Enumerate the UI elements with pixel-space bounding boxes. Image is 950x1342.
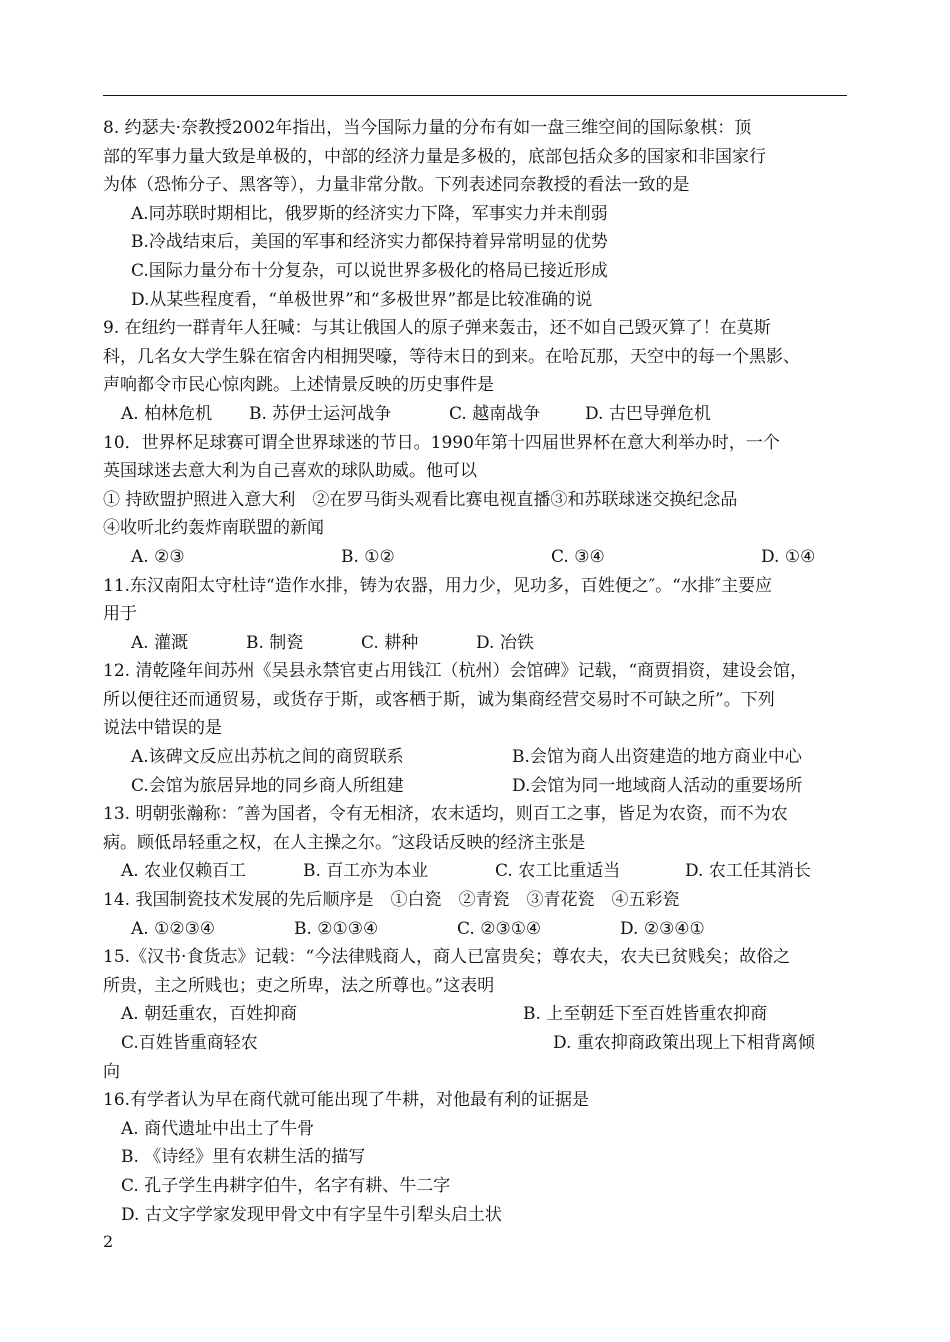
question-10-option-b: B. ①② [341,546,395,567]
question-15-option-c: C.百姓皆重商轻农 [121,1033,258,1053]
question-10 [103,429,863,572]
question-8-option-b: B.冷战结束后，美国的军事和经济实力都保持着异常明显的优势 [131,232,608,253]
question-13-option-b: B. 百工亦为本业 [303,861,429,882]
question-8 [103,114,863,314]
question-9-option-c: C. 越南战争 [449,403,541,424]
question-9-options [103,400,863,429]
question-15-stem-line: 15.《汉书·食货志》记载：“今法律贱商人，商人已富贵矣；尊农夫，农夫已贫贱矣；故俗之 [103,947,791,968]
question-13 [103,800,863,886]
question-12-option-d: D.会馆为同一地域商人活动的重要场所 [512,775,803,796]
question-12-stem-line: 说法中错误的是 [103,718,222,739]
header-rule [103,95,847,96]
question-12-option-a: A.该碑文反应出苏杭之间的商贸联系 [131,747,404,768]
question-13-option-d: D. 农工任其消长 [685,861,811,882]
question-10-option-a: A. ②③ [131,546,185,567]
question-15-options-row2 [103,1029,863,1058]
question-10-options [103,543,863,572]
question-15-option-d-continued: 向 [103,1061,120,1082]
question-16-option-d: D. 古文字学家发现甲骨文中有字呈牛引犁头启土状 [121,1204,502,1225]
page-number: 2 [103,1232,114,1251]
question-15-option-d: D. 重农抑商政策出现上下相背离倾 [553,1033,815,1053]
question-10-stem-line: 10．世界杯足球赛可谓全世界球迷的节日。1990年第十四届世界杯在意大利举办时，一个 [103,432,780,453]
question-8-stem-line: 为体（恐怖分子、黑客等），力量非常分散。下列表述同奈教授的看法一致的是 [103,175,690,196]
question-9-option-a: A. 柏林危机 [121,403,213,424]
question-8-option-c: C.国际力量分布十分复杂，可以说世界多极化的格局已接近形成 [131,260,608,281]
question-15-option-b: B. 上至朝廷下至百姓皆重农抑商 [523,1004,768,1025]
question-11 [103,572,863,658]
question-12-stem-line: 12. 清乾隆年间苏州《吴县永禁官吏占用钱江（杭州）会馆碑》记载，“商贾捐资，建设会馆， [103,661,808,682]
question-11-option-a: A. 灌溉 [131,632,189,653]
question-9-option-d: D. 古巴导弹危机 [585,403,711,424]
question-11-stem-line: 用于 [103,604,137,625]
question-12-stem-line: 所以便往还而通贸易，或货存于斯，或客栖于斯，诚为集商经营交易时不可缺之所”。下列 [103,689,775,710]
question-12 [103,657,863,800]
question-8-stem-line: 部的军事力量大致是单极的，中部的经济力量是多极的，底部包括众多的国家和非国家行 [103,146,766,167]
question-8-stem-line: 8. 约瑟夫·奈教授2002年指出，当今国际力量的分布有如一盘三维空间的国际象棋：顶 [103,118,752,138]
question-10-stem-line: ① 持欧盟护照进入意大利 ②在罗马街头观看比赛电视直播③和苏联球迷交换纪念品 [103,489,738,510]
question-14-option-a: A. ①②③④ [131,918,216,939]
question-11-option-b: B. 制瓷 [246,632,304,653]
question-8-option-d: D.从某些程度看，“单极世界”和“多极世界”都是比较准确的说 [131,289,593,310]
question-11-options [103,629,863,658]
question-10-option-d: D. ①④ [761,546,816,567]
question-14-option-c: C. ②③①④ [457,918,542,939]
question-12-option-c: C.会馆为旅居异地的同乡商人所组建 [131,775,404,796]
question-8-option-a: A.同苏联时期相比，俄罗斯的经济实力下降，军事实力并未削弱 [131,203,608,224]
question-13-stem-line: 13. 明朝张瀚称：″善为国者，令有无相济，农末适均，则百工之事，皆足为农资，而不为农 [103,804,788,825]
question-11-option-c: C. 耕种 [361,632,419,653]
question-list [103,114,863,1229]
question-13-option-c: C. 农工比重适当 [495,861,621,882]
question-9-stem-line: 科，几名女大学生躲在宿舍内相拥哭嚎，等待末日的到来。在哈瓦那，天空中的每一个黑影、 [103,346,800,367]
question-16-option-a: A. 商代遗址中出土了牛骨 [121,1118,315,1139]
question-13-option-a: A. 农业仅赖百工 [121,861,247,882]
question-12-options-row1 [103,743,863,772]
question-16 [103,1086,863,1229]
question-16-option-c: C. 孔子学生冉耕字伯牛，名字有耕、牛二字 [121,1175,451,1196]
question-14-option-d: D. ②③④① [620,918,705,939]
question-13-options [103,857,863,886]
question-11-stem-line: 11.东汉南阳太守杜诗“造作水排，铸为农器，用力少，见功多，百姓便之″。“水排″主要应 [103,575,773,596]
question-16-stem-line: 16.有学者认为早在商代就可能出现了牛耕，对他最有利的证据是 [103,1090,590,1111]
question-14-option-b: B. ②①③④ [294,918,379,939]
question-15 [103,943,863,1086]
question-14-options [103,915,863,944]
question-16-option-b: B. 《诗经》里有农耕生活的描写 [121,1147,366,1168]
question-11-option-d: D. 冶铁 [476,632,534,653]
question-10-stem-line: ④收听北约轰炸南联盟的新闻 [103,518,324,539]
question-13-stem-line: 病。顾低昂轻重之权，在人主操之尔。″这段话反映的经济主张是 [103,832,586,853]
question-10-stem-line: 英国球迷去意大利为自己喜欢的球队助威。他可以 [103,461,477,482]
question-12-option-b: B.会馆为商人出资建造的地方商业中心 [512,747,802,768]
question-14-stem-line: 14. 我国制瓷技术发展的先后顺序是 ①白瓷 ②青瓷 ③青花瓷 ④五彩瓷 [103,890,680,911]
question-9-option-b: B. 苏伊士运河战争 [249,403,392,424]
question-15-option-a: A. 朝廷重农，百姓抑商 [121,1004,298,1025]
question-15-options-row1 [103,1000,863,1029]
question-9-stem-line: 9. 在纽约一群青年人狂喊：与其让俄国人的原子弹来轰击，还不如自己毁灭算了！在莫斯 [103,318,771,339]
question-10-option-c: C. ③④ [551,546,605,567]
question-14 [103,886,863,943]
question-15-stem-line: 所贵，主之所贱也；吏之所卑，法之所尊也。”这表明 [103,975,495,996]
question-9 [103,314,863,428]
question-12-options-row2 [103,772,863,801]
question-9-stem-line: 声响都令市民心惊肉跳。上述情景反映的历史事件是 [103,375,494,396]
